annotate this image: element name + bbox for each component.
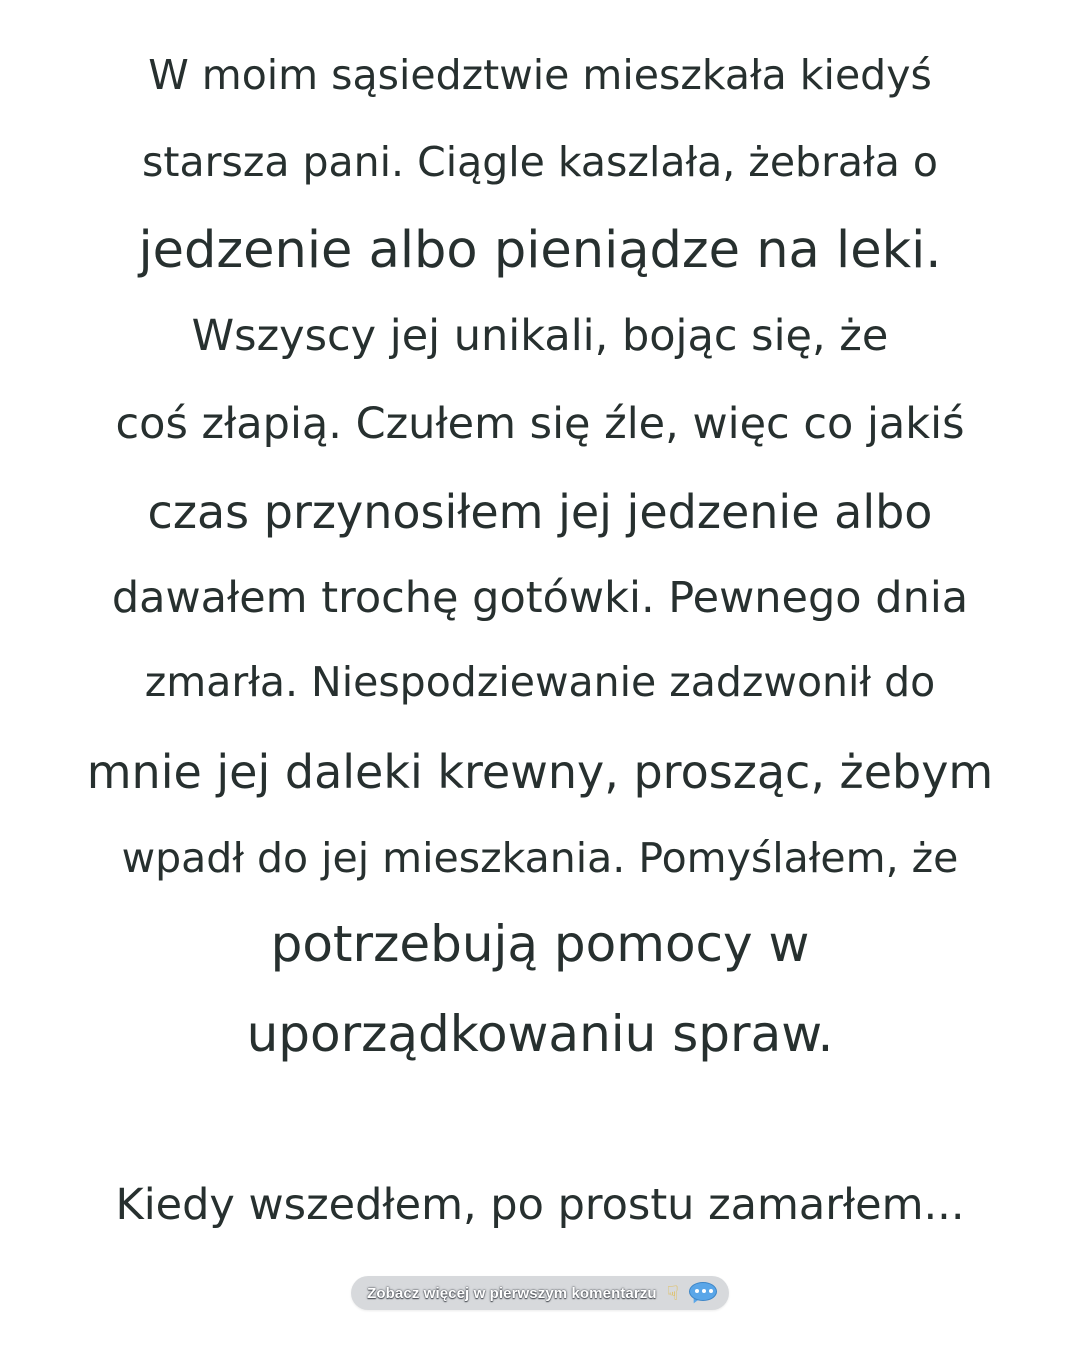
story-line: W moim sąsiedztwie mieszkała kiedyś (148, 51, 932, 99)
story-line: zmarła. Niespodziewanie zadzwonił do (144, 658, 936, 706)
story-line: Wszyscy jej unikali, bojąc się, że (191, 311, 889, 361)
story-line: czas przynosiłem jej jedzenie albo (147, 485, 933, 539)
see-more-in-comment-button[interactable] (351, 1276, 729, 1310)
speech-bubble-icon (689, 1282, 717, 1304)
story-line: coś złapią. Czułem się źle, więc co jakiś (115, 399, 965, 449)
story-line: mnie jej daleki krewny, prosząc, żebym (86, 745, 994, 799)
story-cliffhanger: Kiedy wszedłem, po prostu zamarłem... (115, 1180, 965, 1230)
story-line: dawałem trochę gotówki. Pewnego dnia (111, 573, 969, 623)
story-line: uporządkowaniu spraw. (246, 1005, 834, 1063)
story-line: potrzebują pomocy w (270, 915, 810, 973)
story-line: wpadł do jej mieszkania. Pomyślałem, że (121, 834, 959, 882)
story-line: starsza pani. Ciągle kaszlała, żebrała o (142, 138, 938, 186)
cta-container (0, 1276, 1080, 1310)
pointing-down-hand-icon: ☟ (666, 1281, 679, 1305)
cta-label: Zobacz więcej w pierwszym komentarzu (367, 1284, 657, 1302)
story-line: jedzenie albo pieniądze na leki. (138, 221, 942, 280)
